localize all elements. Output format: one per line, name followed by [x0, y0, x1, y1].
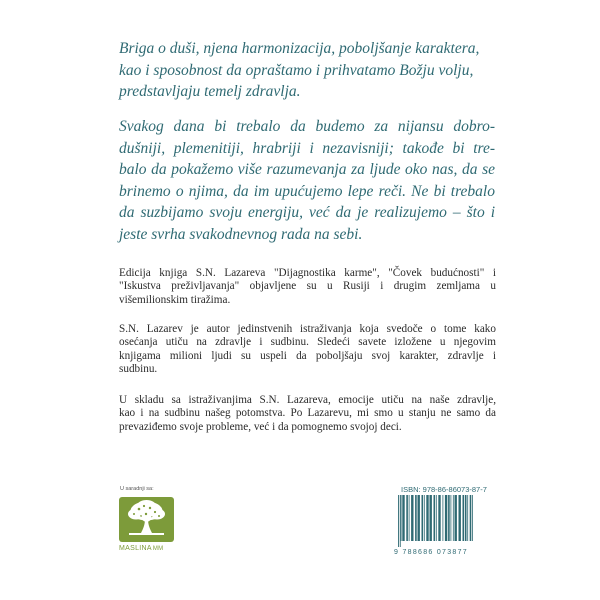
publisher-name-main: MASLINA [119, 545, 152, 552]
paragraph-line: prevaziđemo svoje probleme, već i da pomognemo svojoj deci. [119, 420, 402, 433]
quote-line: kao i sposobnost da opraštamo i prihvatamo Božju volju, [119, 61, 474, 79]
isbn-label: ISBN: 978-86-86073-87-7 [401, 485, 487, 494]
quote-line: brinemo o njima, da im upućujemo lepe reči. Ne bi trebalo [119, 182, 495, 200]
paragraph-editions [119, 267, 496, 307]
quote-line: dušniji, plemenitiji, hrabriji i nezavisniji; takođe bi tre- [119, 139, 495, 157]
paragraph-line: knjigama milioni ljudi su uspeli da poboljšaju svoj karakter, zdravlje i [119, 349, 496, 362]
quote-line: jeste svrha svakodnevnog rada na sebi. [119, 225, 363, 243]
paragraph-line: "Iskustva preživljavanja" objavljene su u Rusiji i drugim zemljama u [119, 280, 496, 293]
quote-line: balo da pokažemo više razumevanja za ljude oko nas, da se [119, 161, 495, 178]
publisher-name-suffix: MM [152, 546, 164, 552]
paragraph-line: Edicija knjiga S.N. Lazareva "Dijagnostika karme", "Čovek budućnosti" i [119, 267, 496, 279]
paragraph-line: S.N. Lazarev je autor jedinstvenih istraživanja koja svedoče o tome kako [119, 323, 496, 335]
publisher-logo [119, 497, 174, 542]
paragraph-line: U skladu sa istraživanjima S.N. Lazareva, emocije utiču na naše zdravlje, [119, 394, 496, 406]
publisher-name [119, 545, 163, 552]
olive-tree-icon [119, 497, 174, 542]
quote-line: Briga o duši, njena harmonizacija, poboljšanje karaktera, [119, 40, 480, 57]
paragraph-line: višemilionskim tiražima. [119, 293, 231, 306]
barcode [396, 495, 494, 547]
quote-line: da suzbijamo svoju energiju, već da je realizujemo – što i [119, 204, 495, 221]
paragraph-line: osećanja utiču na zdravlje i sudbinu. Sledeći savete izložene u njegovim [119, 336, 496, 349]
paragraph-author [119, 323, 496, 377]
paragraph-line: sudbinu. [119, 363, 158, 376]
barcode-number: 9 788686 073877 [394, 549, 468, 556]
partner-label: U saradnji sa: [120, 486, 154, 492]
quote-block-2 [119, 116, 495, 245]
paragraph-line: kao i na sudbinu našeg potomstva. Po Lazarevu, mi smo u stanju ne samo da [119, 407, 496, 420]
paragraph-research [119, 394, 496, 434]
quote-line: predstavljaju temelj zdravlja. [119, 83, 301, 100]
quote-line: Svakog dana bi trebalo da budemo za nijansu dobro- [119, 118, 495, 135]
quote-block-1 [119, 38, 495, 103]
